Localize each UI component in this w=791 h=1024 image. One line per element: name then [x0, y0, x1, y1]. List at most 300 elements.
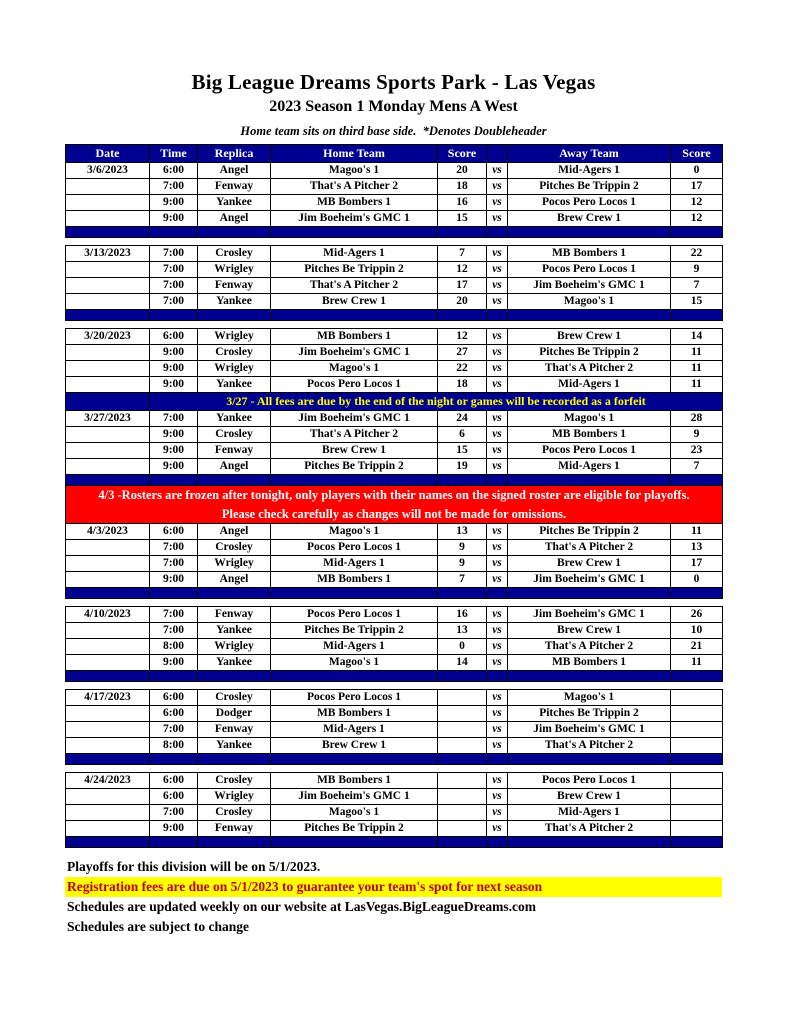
separator-row — [66, 588, 723, 599]
schedule-page — [65, 0, 722, 937]
date-cell — [66, 427, 150, 443]
away-team-cell: Brew Crew 1 — [508, 623, 671, 639]
time-cell: 9:00 — [150, 821, 198, 837]
replica-cell: Angel — [198, 211, 271, 227]
time-cell: 7:00 — [150, 540, 198, 556]
schedule-table — [65, 144, 723, 848]
roster-freeze-line2: Please check carefully as changes will not be made for omissions. — [221, 506, 567, 521]
away-team-cell: Brew Crew 1 — [508, 211, 671, 227]
replica-cell: Dodger — [198, 706, 271, 722]
vs-cell: vs — [487, 805, 508, 821]
away-score-cell — [671, 738, 723, 754]
game-row — [66, 690, 723, 706]
date-cell — [66, 623, 150, 639]
separator-row — [66, 227, 723, 238]
away-score-cell: 14 — [671, 329, 723, 345]
gap-row — [66, 682, 723, 690]
away-team-cell: Brew Crew 1 — [508, 556, 671, 572]
away-score-cell: 12 — [671, 211, 723, 227]
away-score-cell — [671, 706, 723, 722]
away-score-cell: 9 — [671, 427, 723, 443]
game-row — [66, 329, 723, 345]
separator-cell — [66, 475, 150, 486]
home-score-cell: 22 — [438, 361, 487, 377]
home-team-cell: MB Bombers 1 — [271, 329, 438, 345]
home-team-cell: Jim Boeheim's GMC 1 — [271, 345, 438, 361]
home-team-cell: Magoo's 1 — [271, 361, 438, 377]
time-cell: 9:00 — [150, 443, 198, 459]
date-cell — [66, 572, 150, 588]
date-cell: 3/6/2023 — [66, 163, 150, 179]
time-cell: 8:00 — [150, 639, 198, 655]
replica-cell: Fenway — [198, 821, 271, 837]
home-score-cell: 16 — [438, 607, 487, 623]
vs-cell: vs — [487, 211, 508, 227]
date-cell — [66, 540, 150, 556]
home-score-cell — [438, 722, 487, 738]
separator-cell — [66, 671, 150, 682]
home-team-cell: Jim Boeheim's GMC 1 — [271, 211, 438, 227]
separator-cell — [150, 588, 198, 599]
date-cell — [66, 655, 150, 671]
time-cell: 9:00 — [150, 361, 198, 377]
separator-cell — [438, 588, 487, 599]
separator-cell — [671, 671, 723, 682]
separator-cell — [271, 837, 438, 848]
time-cell: 9:00 — [150, 211, 198, 227]
home-team-cell: Brew Crew 1 — [271, 443, 438, 459]
date-cell — [66, 443, 150, 459]
away-team-cell: Pitches Be Trippin 2 — [508, 345, 671, 361]
replica-cell: Yankee — [198, 655, 271, 671]
website-note: Schedules are updated weekly on our website at LasVegas.BigLeagueDreams.com — [67, 899, 537, 914]
column-header-vs — [487, 145, 508, 163]
roster-freeze-banner-cell — [66, 486, 723, 524]
time-cell: 6:00 — [150, 524, 198, 540]
game-row — [66, 540, 723, 556]
away-score-cell: 12 — [671, 195, 723, 211]
home-score-cell: 16 — [438, 195, 487, 211]
away-team-cell: Pitches Be Trippin 2 — [508, 524, 671, 540]
away-team-cell: Mid-Agers 1 — [508, 377, 671, 393]
vs-cell: vs — [487, 294, 508, 310]
game-row — [66, 195, 723, 211]
game-row — [66, 411, 723, 427]
home-score-cell — [438, 821, 487, 837]
home-team-cell: Pocos Pero Locos 1 — [271, 607, 438, 623]
separator-cell — [150, 227, 198, 238]
game-row — [66, 655, 723, 671]
replica-cell: Yankee — [198, 738, 271, 754]
separator-cell — [271, 671, 438, 682]
home-score-cell: 7 — [438, 246, 487, 262]
away-score-cell: 11 — [671, 361, 723, 377]
away-team-cell: Magoo's 1 — [508, 690, 671, 706]
separator-cell — [198, 671, 271, 682]
separator-cell — [487, 754, 508, 765]
replica-cell: Yankee — [198, 377, 271, 393]
away-team-cell: Jim Boeheim's GMC 1 — [508, 722, 671, 738]
vs-cell: vs — [487, 540, 508, 556]
time-cell: 9:00 — [150, 427, 198, 443]
vs-cell: vs — [487, 195, 508, 211]
home-team-cell: Pocos Pero Locos 1 — [271, 377, 438, 393]
home-team-cell: Mid-Agers 1 — [271, 246, 438, 262]
away-team-cell: Mid-Agers 1 — [508, 805, 671, 821]
away-score-cell: 11 — [671, 524, 723, 540]
replica-cell: Wrigley — [198, 556, 271, 572]
home-team-cell: Pitches Be Trippin 2 — [271, 262, 438, 278]
away-team-cell: Mid-Agers 1 — [508, 459, 671, 475]
game-row — [66, 163, 723, 179]
vs-cell: vs — [487, 345, 508, 361]
date-cell — [66, 556, 150, 572]
separator-cell — [150, 754, 198, 765]
home-score-cell: 19 — [438, 459, 487, 475]
home-team-cell: MB Bombers 1 — [271, 195, 438, 211]
separator-row — [66, 475, 723, 486]
subject-to-change-note: Schedules are subject to change — [67, 919, 249, 934]
home-team-cell: Magoo's 1 — [271, 655, 438, 671]
separator-cell — [508, 310, 671, 321]
column-header-away-team: Away Team — [508, 145, 671, 163]
home-score-cell: 9 — [438, 556, 487, 572]
column-header-row — [66, 145, 723, 163]
away-score-cell: 22 — [671, 246, 723, 262]
home-score-cell: 14 — [438, 655, 487, 671]
date-cell — [66, 361, 150, 377]
away-team-cell: That's A Pitcher 2 — [508, 738, 671, 754]
time-cell: 7:00 — [150, 179, 198, 195]
separator-cell — [438, 227, 487, 238]
separator-cell — [671, 588, 723, 599]
game-row — [66, 524, 723, 540]
gap-row — [66, 599, 723, 607]
away-score-cell — [671, 773, 723, 789]
separator-cell — [66, 588, 150, 599]
game-row — [66, 294, 723, 310]
time-cell: 9:00 — [150, 377, 198, 393]
home-team-cell: Magoo's 1 — [271, 163, 438, 179]
replica-cell: Crosley — [198, 427, 271, 443]
replica-cell: Wrigley — [198, 262, 271, 278]
separator-cell — [198, 227, 271, 238]
game-row — [66, 459, 723, 475]
game-row — [66, 278, 723, 294]
home-score-cell: 20 — [438, 163, 487, 179]
home-score-cell: 15 — [438, 443, 487, 459]
vs-cell: vs — [487, 443, 508, 459]
gap-cell — [66, 682, 723, 690]
separator-cell — [438, 754, 487, 765]
home-team-cell: MB Bombers 1 — [271, 773, 438, 789]
separator-cell — [487, 227, 508, 238]
game-row — [66, 572, 723, 588]
away-score-cell: 15 — [671, 294, 723, 310]
separator-cell — [487, 837, 508, 848]
home-score-cell: 7 — [438, 572, 487, 588]
gap-row — [66, 238, 723, 246]
away-score-cell: 17 — [671, 179, 723, 195]
time-cell: 6:00 — [150, 329, 198, 345]
page-title: Big League Dreams Sports Park - Las Vegas — [191, 70, 596, 94]
away-team-cell: That's A Pitcher 2 — [508, 821, 671, 837]
date-cell — [66, 789, 150, 805]
game-row — [66, 262, 723, 278]
separator-cell — [508, 227, 671, 238]
date-cell — [66, 345, 150, 361]
date-cell — [66, 262, 150, 278]
home-team-cell: Jim Boeheim's GMC 1 — [271, 411, 438, 427]
away-score-cell — [671, 789, 723, 805]
roster-freeze-line1: 4/3 -Rosters are frozen after tonight, only players with their names on the signed roster are eligible for playoffs. — [98, 488, 690, 503]
vs-cell: vs — [487, 789, 508, 805]
separator-cell — [671, 837, 723, 848]
away-score-cell: 11 — [671, 655, 723, 671]
vs-cell: vs — [487, 278, 508, 294]
vs-cell: vs — [487, 773, 508, 789]
replica-cell: Yankee — [198, 294, 271, 310]
separator-cell — [508, 837, 671, 848]
game-row — [66, 211, 723, 227]
away-team-cell: Mid-Agers 1 — [508, 163, 671, 179]
away-score-cell: 11 — [671, 345, 723, 361]
away-team-cell: Pocos Pero Locos 1 — [508, 773, 671, 789]
replica-cell: Wrigley — [198, 361, 271, 377]
home-score-cell: 24 — [438, 411, 487, 427]
home-score-cell: 17 — [438, 278, 487, 294]
away-score-cell: 28 — [671, 411, 723, 427]
home-score-cell — [438, 738, 487, 754]
away-team-cell: Pitches Be Trippin 2 — [508, 179, 671, 195]
vs-cell: vs — [487, 623, 508, 639]
column-header-away-score: Score — [671, 145, 723, 163]
separator-row — [66, 754, 723, 765]
separator-cell — [671, 310, 723, 321]
game-row — [66, 722, 723, 738]
home-team-cell: Pocos Pero Locos 1 — [271, 690, 438, 706]
away-team-cell: Pocos Pero Locos 1 — [508, 195, 671, 211]
replica-cell: Yankee — [198, 195, 271, 211]
separator-cell — [271, 227, 438, 238]
time-cell: 7:00 — [150, 294, 198, 310]
column-header-home-score: Score — [438, 145, 487, 163]
separator-cell — [438, 475, 487, 486]
registration-note: Registration fees are due on 5/1/2023 to guarantee your team's spot for next season — [65, 877, 722, 897]
time-cell: 7:00 — [150, 278, 198, 294]
vs-cell: vs — [487, 361, 508, 377]
separator-cell — [508, 475, 671, 486]
replica-cell: Angel — [198, 163, 271, 179]
vs-cell: vs — [487, 459, 508, 475]
vs-cell: vs — [487, 738, 508, 754]
away-score-cell — [671, 821, 723, 837]
date-cell: 3/13/2023 — [66, 246, 150, 262]
time-cell: 7:00 — [150, 607, 198, 623]
separator-cell — [508, 754, 671, 765]
replica-cell: Crosley — [198, 246, 271, 262]
away-score-cell — [671, 805, 723, 821]
home-score-cell: 18 — [438, 377, 487, 393]
away-team-cell: Jim Boeheim's GMC 1 — [508, 607, 671, 623]
time-cell: 7:00 — [150, 623, 198, 639]
replica-cell: Wrigley — [198, 789, 271, 805]
home-team-cell: Brew Crew 1 — [271, 294, 438, 310]
separator-cell — [198, 475, 271, 486]
date-cell — [66, 211, 150, 227]
separator-cell — [508, 588, 671, 599]
home-score-cell: 9 — [438, 540, 487, 556]
home-score-cell: 20 — [438, 294, 487, 310]
date-cell: 4/3/2023 — [66, 524, 150, 540]
replica-cell: Crosley — [198, 540, 271, 556]
home-team-cell: That's A Pitcher 2 — [271, 427, 438, 443]
separator-cell — [508, 671, 671, 682]
away-team-cell: Pitches Be Trippin 2 — [508, 706, 671, 722]
game-row — [66, 443, 723, 459]
date-cell — [66, 195, 150, 211]
home-team-note: Home team sits on third base side. *Denotes Doubleheader — [240, 124, 547, 138]
home-team-cell: Magoo's 1 — [271, 805, 438, 821]
home-score-cell — [438, 706, 487, 722]
replica-cell: Fenway — [198, 443, 271, 459]
time-cell: 7:00 — [150, 411, 198, 427]
separator-cell — [487, 475, 508, 486]
column-header-time: Time — [150, 145, 198, 163]
vs-cell: vs — [487, 329, 508, 345]
home-score-cell — [438, 773, 487, 789]
fees-notice-text: 3/27 - All fees are due by the end of the night or games will be recorded as a forfeit — [150, 393, 723, 411]
away-score-cell — [671, 690, 723, 706]
separator-cell — [66, 837, 150, 848]
home-score-cell — [438, 690, 487, 706]
date-cell — [66, 639, 150, 655]
date-cell — [66, 278, 150, 294]
game-row — [66, 556, 723, 572]
separator-cell — [198, 754, 271, 765]
separator-row — [66, 671, 723, 682]
away-score-cell — [671, 722, 723, 738]
away-score-cell: 9 — [671, 262, 723, 278]
vs-cell: vs — [487, 163, 508, 179]
away-score-cell: 7 — [671, 459, 723, 475]
separator-row — [66, 837, 723, 848]
separator-cell — [487, 310, 508, 321]
home-team-cell: MB Bombers 1 — [271, 706, 438, 722]
roster-freeze-banner — [66, 486, 723, 524]
game-row — [66, 246, 723, 262]
away-team-cell: That's A Pitcher 2 — [508, 361, 671, 377]
separator-cell — [487, 588, 508, 599]
replica-cell: Angel — [198, 572, 271, 588]
column-header-home-team: Home Team — [271, 145, 438, 163]
vs-cell: vs — [487, 411, 508, 427]
home-team-cell: Mid-Agers 1 — [271, 722, 438, 738]
date-cell — [66, 179, 150, 195]
separator-cell — [671, 475, 723, 486]
replica-cell: Fenway — [198, 278, 271, 294]
column-header-date: Date — [66, 145, 150, 163]
away-team-cell: Brew Crew 1 — [508, 329, 671, 345]
time-cell: 6:00 — [150, 163, 198, 179]
home-team-cell: Jim Boeheim's GMC 1 — [271, 789, 438, 805]
fees-notice-row — [66, 393, 723, 411]
away-team-cell: That's A Pitcher 2 — [508, 639, 671, 655]
time-cell: 9:00 — [150, 459, 198, 475]
separator-cell — [150, 310, 198, 321]
date-cell: 4/17/2023 — [66, 690, 150, 706]
replica-cell: Fenway — [198, 179, 271, 195]
home-score-cell: 12 — [438, 329, 487, 345]
replica-cell: Crosley — [198, 805, 271, 821]
home-team-cell: Pitches Be Trippin 2 — [271, 821, 438, 837]
time-cell: 8:00 — [150, 738, 198, 754]
separator-cell — [271, 754, 438, 765]
column-header-replica: Replica — [198, 145, 271, 163]
home-team-cell: That's A Pitcher 2 — [271, 278, 438, 294]
playoffs-note: Playoffs for this division will be on 5/1/2023. — [67, 859, 321, 874]
game-row — [66, 639, 723, 655]
away-team-cell: Magoo's 1 — [508, 294, 671, 310]
time-cell: 7:00 — [150, 556, 198, 572]
date-cell — [66, 738, 150, 754]
away-team-cell: Brew Crew 1 — [508, 789, 671, 805]
game-row — [66, 789, 723, 805]
home-team-cell: Mid-Agers 1 — [271, 639, 438, 655]
separator-cell — [66, 754, 150, 765]
home-team-cell: Brew Crew 1 — [271, 738, 438, 754]
vs-cell: vs — [487, 821, 508, 837]
date-cell — [66, 722, 150, 738]
time-cell: 7:00 — [150, 722, 198, 738]
away-score-cell: 0 — [671, 572, 723, 588]
vs-cell: vs — [487, 572, 508, 588]
separator-cell — [150, 475, 198, 486]
date-cell — [66, 294, 150, 310]
vs-cell: vs — [487, 377, 508, 393]
game-row — [66, 821, 723, 837]
away-team-cell: MB Bombers 1 — [508, 427, 671, 443]
gap-cell — [66, 321, 723, 329]
separator-cell — [438, 671, 487, 682]
separator-cell — [150, 837, 198, 848]
away-team-cell: Magoo's 1 — [508, 411, 671, 427]
away-score-cell: 26 — [671, 607, 723, 623]
game-row — [66, 706, 723, 722]
away-score-cell: 13 — [671, 540, 723, 556]
game-row — [66, 345, 723, 361]
away-team-cell: MB Bombers 1 — [508, 655, 671, 671]
date-cell: 3/27/2023 — [66, 411, 150, 427]
home-score-cell: 27 — [438, 345, 487, 361]
replica-cell: Fenway — [198, 607, 271, 623]
replica-cell: Crosley — [198, 690, 271, 706]
time-cell: 9:00 — [150, 655, 198, 671]
time-cell: 7:00 — [150, 246, 198, 262]
game-row — [66, 805, 723, 821]
separator-cell — [671, 227, 723, 238]
replica-cell: Crosley — [198, 773, 271, 789]
replica-cell: Yankee — [198, 623, 271, 639]
away-score-cell: 11 — [671, 377, 723, 393]
gap-cell — [66, 238, 723, 246]
home-team-cell: Pocos Pero Locos 1 — [271, 540, 438, 556]
vs-cell: vs — [487, 639, 508, 655]
game-row — [66, 773, 723, 789]
separator-cell — [198, 588, 271, 599]
date-cell — [66, 821, 150, 837]
time-cell: 6:00 — [150, 789, 198, 805]
